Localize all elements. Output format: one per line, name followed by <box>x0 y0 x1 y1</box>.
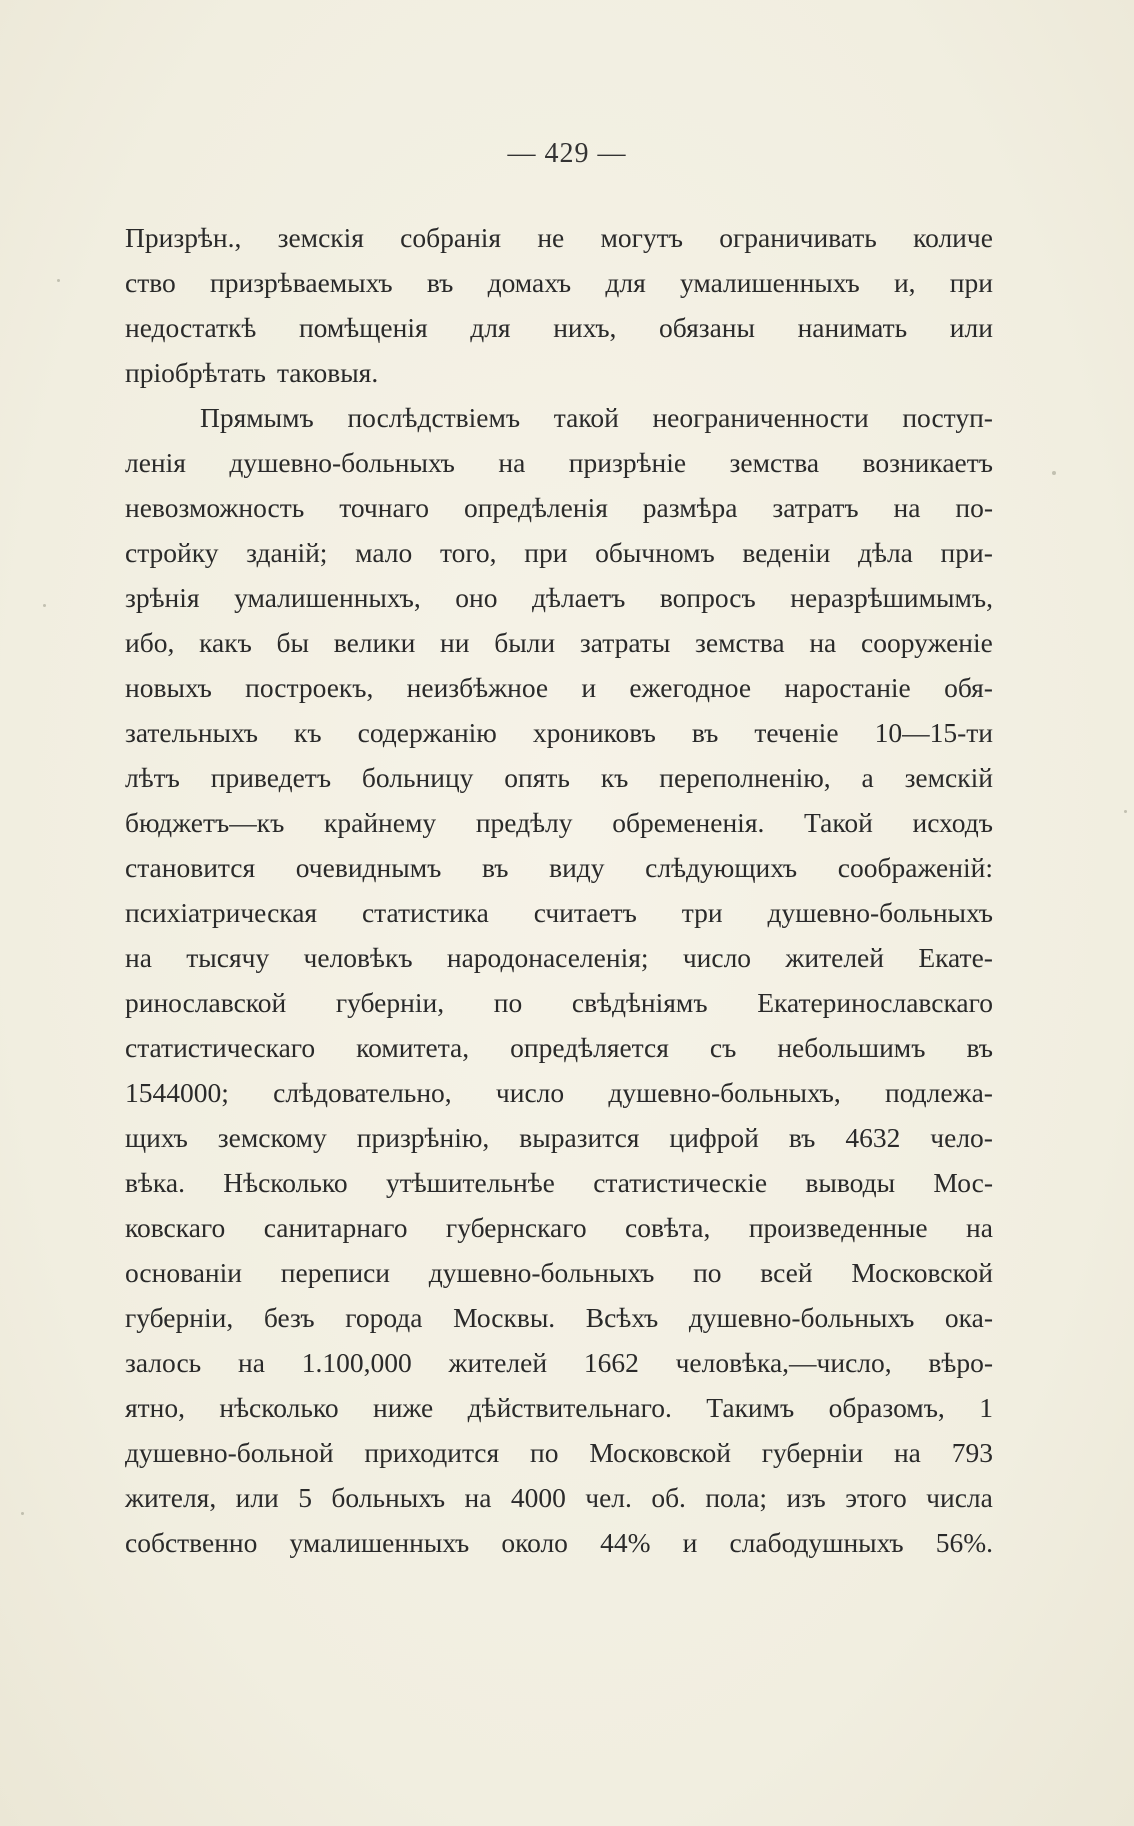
word: Екатеринославскаго <box>757 987 993 1018</box>
word: и <box>682 1527 698 1558</box>
word: приходится <box>364 1437 500 1468</box>
word: свѣдѣніямъ <box>571 987 708 1018</box>
word: нихъ, <box>553 312 617 343</box>
word: размѣра <box>642 492 738 523</box>
word: ринославской <box>125 987 287 1018</box>
word: очевиднымъ <box>295 852 442 883</box>
word: образомъ, <box>828 1392 945 1423</box>
word: 44% <box>600 1527 651 1558</box>
word: невозможность <box>125 492 305 523</box>
text-line <box>125 1520 993 1565</box>
word: затратъ <box>772 492 859 523</box>
word: въ <box>426 267 454 298</box>
word: земскія <box>277 222 364 253</box>
word: всей <box>760 1257 813 1288</box>
word: на <box>893 492 921 523</box>
word: 1.100,000 <box>301 1347 412 1378</box>
word: при- <box>940 537 993 568</box>
word: душевно-больной <box>125 1437 334 1468</box>
word: статистическіе <box>593 1167 768 1198</box>
word: 4632 <box>845 1122 901 1153</box>
word: по <box>530 1437 559 1468</box>
word: чело- <box>930 1122 993 1153</box>
word: безъ <box>263 1302 315 1333</box>
word: на <box>464 1482 492 1513</box>
word: обремененія. <box>612 807 765 838</box>
word: новыхъ <box>125 672 212 703</box>
word: Всѣхъ <box>585 1302 659 1333</box>
word: на <box>966 1212 993 1243</box>
word: Такой <box>804 807 873 838</box>
word: вѣро- <box>928 1347 993 1378</box>
word: крайнему <box>324 807 437 838</box>
paper-speck <box>43 604 46 607</box>
word: ограничивать <box>719 222 877 253</box>
word: веденіи <box>742 537 831 568</box>
word: совѣта, <box>625 1212 711 1243</box>
word: утѣшительнѣе <box>385 1167 555 1198</box>
word: мало <box>355 537 413 568</box>
word: Москвы. <box>453 1302 556 1333</box>
word: нѣсколько <box>219 1392 339 1423</box>
word: душевно-больныхъ <box>229 447 455 478</box>
word: земскій <box>904 762 993 793</box>
text-line <box>125 1385 993 1430</box>
text-line <box>125 260 993 305</box>
word: дѣлаетъ <box>532 582 626 613</box>
word: 1662 <box>583 1347 639 1378</box>
word: на <box>809 627 837 658</box>
word: Нѣсколько <box>223 1167 348 1198</box>
word: губерніи, <box>335 987 445 1018</box>
word: вѣка. <box>125 1167 185 1198</box>
word: больницу <box>361 762 474 793</box>
word: неограниченности <box>652 402 869 433</box>
word: об. <box>651 1482 686 1513</box>
word: выводы <box>805 1167 896 1198</box>
word: Екате- <box>918 942 993 973</box>
word: какъ <box>199 627 252 658</box>
word: на <box>125 942 152 973</box>
word: жителя, <box>125 1482 217 1513</box>
word: губерніи <box>761 1437 864 1468</box>
word: виду <box>549 852 605 883</box>
word: произведенные <box>748 1212 928 1243</box>
word: числа <box>926 1482 993 1513</box>
word: переполненію, <box>659 762 831 793</box>
word: лѣтъ <box>125 762 180 793</box>
word: Московской <box>851 1257 993 1288</box>
word: основаніи <box>125 1257 243 1288</box>
word: велики <box>333 627 416 658</box>
word: статистика <box>361 897 489 928</box>
text-line <box>125 1475 993 1520</box>
text-line <box>125 485 993 530</box>
word: 4000 <box>510 1482 566 1513</box>
word: въ <box>788 1122 816 1153</box>
word: Такимъ <box>706 1392 795 1423</box>
paper-speck <box>1124 810 1127 813</box>
word: поступ- <box>902 402 993 433</box>
word: нанимать <box>797 312 908 343</box>
word: статистическаго <box>125 1032 316 1063</box>
word: ока- <box>944 1302 993 1333</box>
text-line <box>125 1430 993 1475</box>
word: число <box>682 942 752 973</box>
word: для <box>470 312 511 343</box>
word: считаетъ <box>533 897 637 928</box>
word: призрѣніе <box>568 447 687 478</box>
word: въ <box>966 1032 993 1063</box>
word: и, <box>893 267 916 298</box>
word: вопросъ <box>659 582 756 613</box>
word: чел. <box>585 1482 632 1513</box>
word: въ <box>481 852 509 883</box>
word: затраты <box>579 627 671 658</box>
text-line <box>125 1205 993 1250</box>
word: или <box>949 312 993 343</box>
word: по <box>493 987 523 1018</box>
word: человѣка,—число, <box>675 1347 892 1378</box>
text-line <box>125 620 993 665</box>
word: собранія <box>400 222 502 253</box>
word: для <box>605 267 646 298</box>
word: домахъ <box>487 267 572 298</box>
word: психіатрическая <box>125 897 318 928</box>
word: города <box>345 1302 423 1333</box>
text-line <box>125 935 993 980</box>
word: 1 <box>979 1392 993 1423</box>
word: не <box>537 222 565 253</box>
word: пріобрѣтать <box>125 357 266 388</box>
word: въ <box>691 717 719 748</box>
word: исходъ <box>912 807 993 838</box>
word: таковыя. <box>276 357 379 388</box>
word: 5 <box>298 1482 312 1513</box>
word: были <box>494 627 556 658</box>
word: опредѣляется <box>510 1032 669 1063</box>
word: количе <box>913 222 993 253</box>
text-line <box>125 215 993 260</box>
text-line <box>125 1295 993 1340</box>
word: а <box>861 762 874 793</box>
word: оно <box>455 582 498 613</box>
word: около <box>501 1527 568 1558</box>
text-line <box>125 710 993 755</box>
word: на <box>498 447 526 478</box>
word: больныхъ <box>331 1482 446 1513</box>
word: пола; <box>705 1482 768 1513</box>
word: и <box>581 672 597 703</box>
word: 793 <box>951 1437 993 1468</box>
word: наростаніе <box>784 672 911 703</box>
text-line <box>125 395 993 440</box>
word: построекъ, <box>245 672 374 703</box>
word: обычномъ <box>595 537 715 568</box>
word: этого <box>845 1482 907 1513</box>
word: зательныхъ <box>125 717 258 748</box>
word: съ <box>709 1032 737 1063</box>
word: того, <box>439 537 497 568</box>
word: бы <box>276 627 310 658</box>
text-line <box>125 665 993 710</box>
text-line <box>125 350 993 395</box>
word: недостаткѣ <box>125 312 257 343</box>
word: ниже <box>372 1392 434 1423</box>
text-line <box>125 530 993 575</box>
word: губернскаго <box>445 1212 587 1243</box>
word: 1544000; <box>125 1077 229 1108</box>
text-line <box>125 1340 993 1385</box>
word: дѣла <box>858 537 913 568</box>
word: обязаны <box>659 312 755 343</box>
text-line <box>125 1160 993 1205</box>
word: содержанію <box>357 717 497 748</box>
word: ковскаго <box>125 1212 226 1243</box>
word: предѣлу <box>475 807 573 838</box>
word: теченіе <box>754 717 839 748</box>
text-line <box>125 305 993 350</box>
word: опять <box>504 762 570 793</box>
paper-speck <box>1052 471 1056 475</box>
word: или <box>235 1482 279 1513</box>
word: 56%. <box>935 1527 993 1558</box>
word: при <box>949 267 993 298</box>
word: хрониковъ <box>532 717 656 748</box>
word: возникаетъ <box>862 447 993 478</box>
word: дѣйствительнаго. <box>467 1392 672 1423</box>
text-line <box>125 980 993 1025</box>
word: помѣщенія <box>298 312 428 343</box>
word: на <box>893 1437 921 1468</box>
word: цифрой <box>669 1122 759 1153</box>
word: ежегодное <box>629 672 752 703</box>
word: земства <box>695 627 785 658</box>
word: изъ <box>786 1482 826 1513</box>
word: неразрѣшимымъ, <box>790 582 993 613</box>
word: жителей <box>785 942 884 973</box>
word: слѣдовательно, <box>273 1077 452 1108</box>
word: собственно <box>125 1527 258 1558</box>
page-number: — 429 — <box>507 138 627 169</box>
word: при <box>524 537 568 568</box>
text-line <box>125 575 993 620</box>
word: слѣдующихъ <box>645 852 798 883</box>
word: душевно-больныхъ, <box>608 1077 841 1108</box>
word: приведетъ <box>210 762 332 793</box>
word: выразится <box>519 1122 640 1153</box>
word: по- <box>955 492 993 523</box>
word: 10—15-ти <box>874 717 993 748</box>
word: умалишенныхъ <box>289 1527 470 1558</box>
word: соображеній: <box>837 852 993 883</box>
word: щихъ <box>125 1122 188 1153</box>
word: жителей <box>448 1347 548 1378</box>
word: тысячу <box>186 942 270 973</box>
word: могутъ <box>600 222 683 253</box>
word: къ <box>600 762 629 793</box>
word: точнаго <box>339 492 430 523</box>
word: ибо, <box>125 627 175 658</box>
text-line <box>125 800 993 845</box>
body-text <box>125 215 993 1565</box>
word: душевно-больныхъ <box>767 897 993 928</box>
word: обя- <box>944 672 993 703</box>
word: Московской <box>589 1437 731 1468</box>
text-line <box>125 1025 993 1070</box>
word: умалишенныхъ, <box>234 582 421 613</box>
word: зданій; <box>246 537 328 568</box>
word: послѣдствіемъ <box>347 402 521 433</box>
word: санитарнаго <box>263 1212 408 1243</box>
text-line <box>125 440 993 485</box>
word: три <box>681 897 723 928</box>
paper-speck <box>57 279 60 282</box>
paper-speck <box>21 1512 24 1515</box>
word: на <box>237 1347 265 1378</box>
word: ленія <box>125 447 186 478</box>
word: человѣкъ <box>303 942 413 973</box>
word: Мос- <box>933 1167 993 1198</box>
word: переписи <box>280 1257 391 1288</box>
word: умалишенныхъ <box>680 267 860 298</box>
word: Прямымъ <box>200 402 314 433</box>
word: ни <box>440 627 470 658</box>
text-line <box>125 755 993 800</box>
word: призрѣваемыхъ <box>210 267 393 298</box>
word: по <box>693 1257 722 1288</box>
word: комитета, <box>356 1032 470 1063</box>
text-line <box>125 1070 993 1115</box>
word: сооруженіе <box>860 627 993 658</box>
word: народонаселенія; <box>446 942 649 973</box>
word: бюджетъ—къ <box>125 807 285 838</box>
word: неизбѣжное <box>406 672 549 703</box>
word: душевно-больныхъ <box>428 1257 655 1288</box>
word: залось <box>125 1347 202 1378</box>
word: къ <box>294 717 322 748</box>
text-line <box>125 1115 993 1160</box>
word: такой <box>553 402 619 433</box>
word: душевно-больныхъ <box>688 1302 915 1333</box>
text-line <box>125 845 993 890</box>
word: слабодушныхъ <box>729 1527 904 1558</box>
word: ство <box>125 267 176 298</box>
word: становится <box>125 852 256 883</box>
word: опредѣленія <box>463 492 608 523</box>
word: небольшимъ <box>777 1032 926 1063</box>
word: земства <box>729 447 820 478</box>
word: ятно, <box>125 1392 186 1423</box>
word: подлежа- <box>885 1077 993 1108</box>
word: стройку <box>125 537 219 568</box>
text-line <box>125 890 993 935</box>
word: зрѣнія <box>125 582 200 613</box>
word: Призрѣн., <box>125 222 242 253</box>
text-line <box>125 1250 993 1295</box>
word: число <box>495 1077 565 1108</box>
word: призрѣнію, <box>356 1122 490 1153</box>
word: земскому <box>217 1122 327 1153</box>
word: губерніи, <box>125 1302 234 1333</box>
